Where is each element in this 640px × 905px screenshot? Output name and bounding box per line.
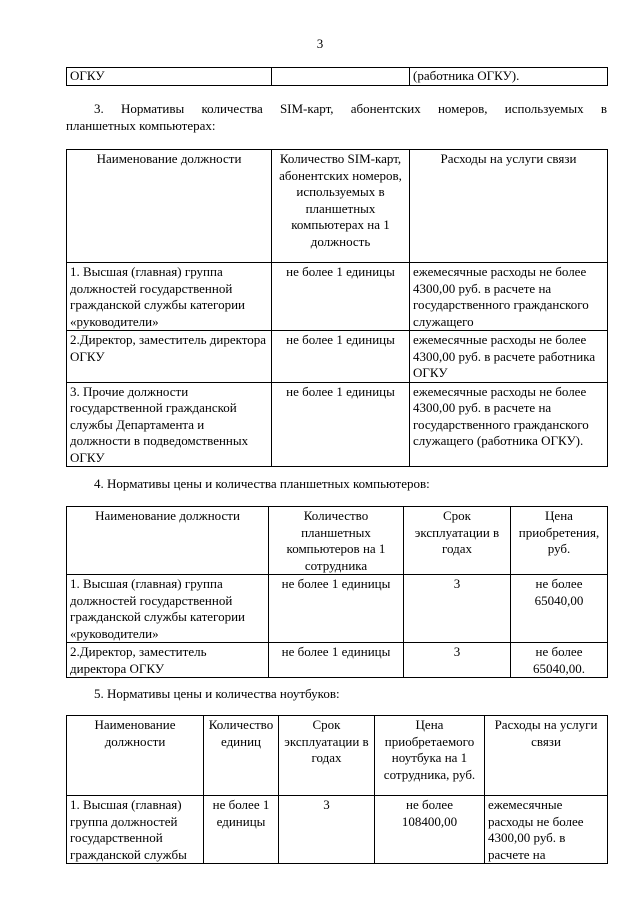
column-header: Расходы на услуги связи <box>410 150 608 263</box>
table-row <box>67 263 608 331</box>
table-row <box>67 382 608 467</box>
table-cell: не более 1 единицы <box>272 263 410 331</box>
table-row <box>67 331 608 383</box>
table-row <box>67 68 608 86</box>
table-cell: (работника ОГКУ). <box>410 68 608 86</box>
table-cell: не более 1 единицы <box>269 643 404 678</box>
table-cell: 1. Высшая (главная) группа должностей государственной гражданской службы <box>67 796 204 864</box>
sim-cards-table <box>66 149 608 467</box>
table-cell: ежемесячные расходы не более 4300,00 руб. в расчете на государственного гражданского служащего (работника ОГКУ). <box>410 382 608 467</box>
column-header: Цена приобретаемого ноутбука на 1 сотрудника, руб. <box>375 716 485 796</box>
column-header: Количество единиц <box>204 716 279 796</box>
page-number: 3 <box>316 36 324 51</box>
notebooks-table <box>66 715 608 864</box>
table-cell: ежемесячные расходы не более 4300,00 руб. в расчете работника ОГКУ <box>410 331 608 383</box>
column-header: Наименование должности <box>67 716 204 796</box>
column-header: Срок эксплуатации в годах <box>279 716 375 796</box>
table-cell: не более 108400,00 <box>375 796 485 864</box>
table-cell: ежемесячные расходы не более 4300,00 руб. в расчете на <box>485 796 608 864</box>
top-table <box>66 67 608 86</box>
section-4-title: 4. Нормативы цены и количества планшетных компьютеров: <box>94 476 430 491</box>
column-header: Срок эксплуатации в годах <box>404 507 511 575</box>
column-header: Количество SIM-карт, абонентских номеров, используемых в планшетных компьютерах на 1 должность <box>272 150 410 263</box>
section-5-title: 5. Нормативы цены и количества ноутбуков: <box>94 686 340 701</box>
table-row <box>67 575 608 643</box>
column-header: Наименование должности <box>67 507 269 575</box>
table-cell: 3. Прочие должности государственной гражданской службы Департамента и должности в подведомственных ОГКУ <box>67 382 272 467</box>
table-header-row <box>67 716 608 796</box>
table-cell: не более 1 единицы <box>269 575 404 643</box>
table-header-row <box>67 150 608 263</box>
table-cell: не более 65040,00 <box>511 575 608 643</box>
section-3-title: 3. Нормативы количества SIM-карт, абонентских номеров, используемых в <box>94 101 607 116</box>
table-header-row <box>67 507 608 575</box>
table-cell <box>272 68 410 86</box>
column-header: Цена приобретения, руб. <box>511 507 608 575</box>
table-cell: 3 <box>279 796 375 864</box>
table-row <box>67 796 608 864</box>
column-header: Наименование должности <box>67 150 272 263</box>
column-header: Количество планшетных компьютеров на 1 сотрудника <box>269 507 404 575</box>
table-cell: ежемесячные расходы не более 4300,00 руб. в расчете на государственного гражданского служащего <box>410 263 608 331</box>
section-3-title-cont: планшетных компьютерах: <box>66 118 216 133</box>
table-cell: 2.Директор, заместитель директора ОГКУ <box>67 331 272 383</box>
table-cell: ОГКУ <box>67 68 272 86</box>
tablets-table <box>66 506 608 678</box>
table-cell: 3 <box>404 575 511 643</box>
table-cell: не более 1 единицы <box>204 796 279 864</box>
column-header: Расходы на услуги связи <box>485 716 608 796</box>
table-cell: 1. Высшая (главная) группа должностей государственной гражданской службы категории «руководители» <box>67 575 269 643</box>
table-cell: 2.Директор, заместитель директора ОГКУ <box>67 643 269 678</box>
table-row <box>67 643 608 678</box>
table-cell: не более 1 единицы <box>272 382 410 467</box>
table-cell: не более 1 единицы <box>272 331 410 383</box>
table-cell: 1. Высшая (главная) группа должностей государственной гражданской службы категории «руководители» <box>67 263 272 331</box>
table-cell: 3 <box>404 643 511 678</box>
table-cell: не более 65040,00. <box>511 643 608 678</box>
